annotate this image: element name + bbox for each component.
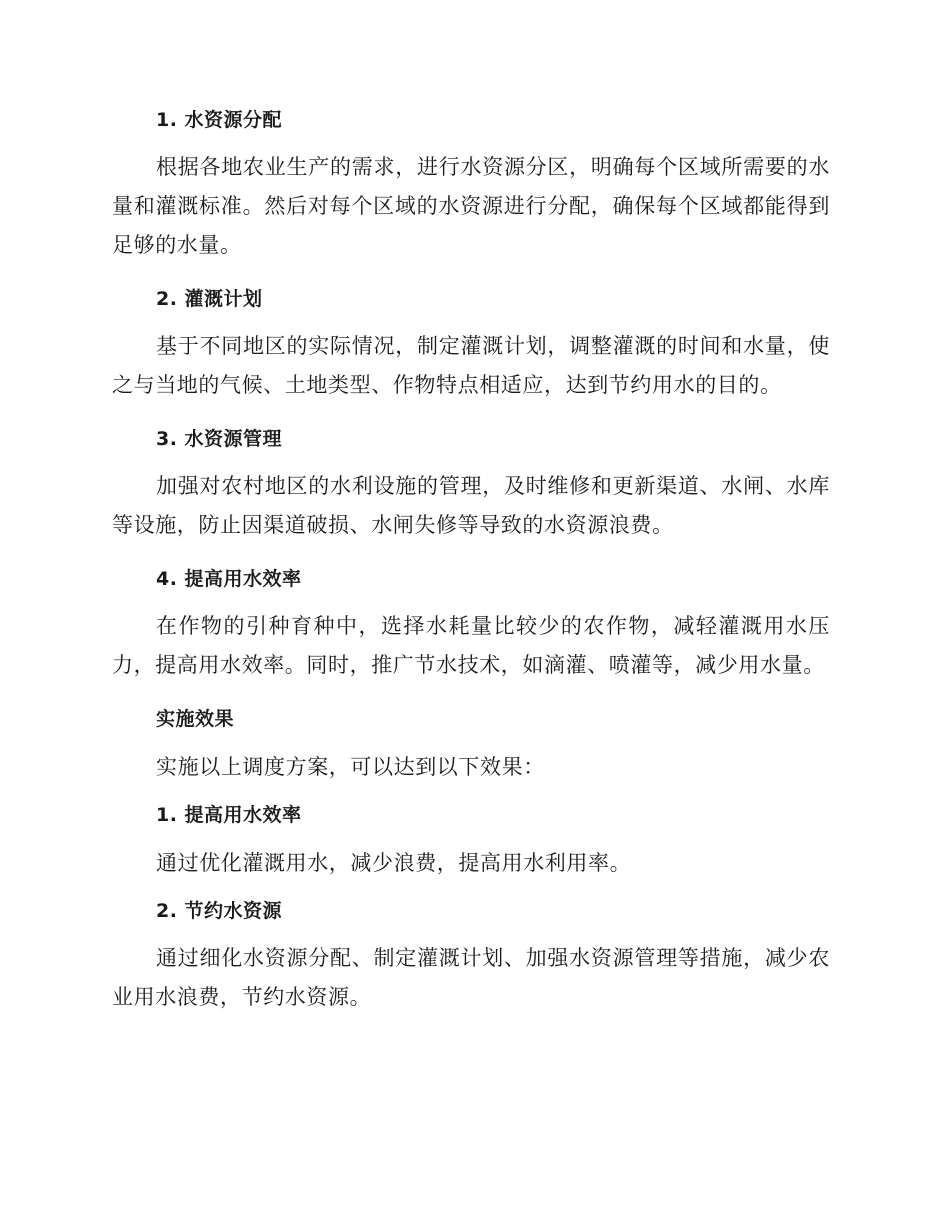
document-page	[112, 106, 830, 1017]
section-heading-irrigation-plan: 2. 灌溉计划	[156, 288, 263, 310]
section-body-water-management: 加强对农村地区的水利设施的管理，及时维修和更新渠道、水闸、水库等设施，防止因渠道破损、水闸失修等导致的水资源浪费。	[112, 474, 830, 537]
section-heading-water-management: 3. 水资源管理	[156, 428, 283, 450]
section-body-water-efficiency: 在作物的引种育种中，选择水耗量比较少的农作物，减轻灌溉用水压力，提高用水效率。同时，推广节水技术，如滴灌、喷灌等，减少用水量。	[112, 614, 830, 677]
effect-body-efficiency: 通过优化灌溉用水，减少浪费，提高用水利用率。	[156, 851, 632, 875]
section-body-water-allocation: 根据各地农业生产的需求，进行水资源分区，明确每个区域所需要的水量和灌溉标准。然后对每个区域的水资源进行分配，确保每个区域都能得到足够的水量。	[112, 155, 830, 257]
effects-heading: 实施效果	[156, 708, 235, 730]
effect-heading-efficiency: 1. 提高用水效率	[156, 804, 302, 826]
section-body-irrigation-plan: 基于不同地区的实际情况，制定灌溉计划，调整灌溉的时间和水量，使之与当地的气候、土地类型、作物特点相适应，达到节约用水的目的。	[112, 334, 830, 397]
section-heading-water-allocation: 1. 水资源分配	[156, 109, 283, 131]
effects-intro: 实施以上调度方案，可以达到以下效果：	[156, 755, 545, 779]
effect-heading-save-water: 2. 节约水资源	[156, 900, 283, 922]
section-heading-water-efficiency: 4. 提高用水效率	[156, 568, 302, 590]
effect-body-save-water: 通过细化水资源分配、制定灌溉计划、加强水资源管理等措施，减少农业用水浪费，节约水资源。	[112, 946, 830, 1009]
